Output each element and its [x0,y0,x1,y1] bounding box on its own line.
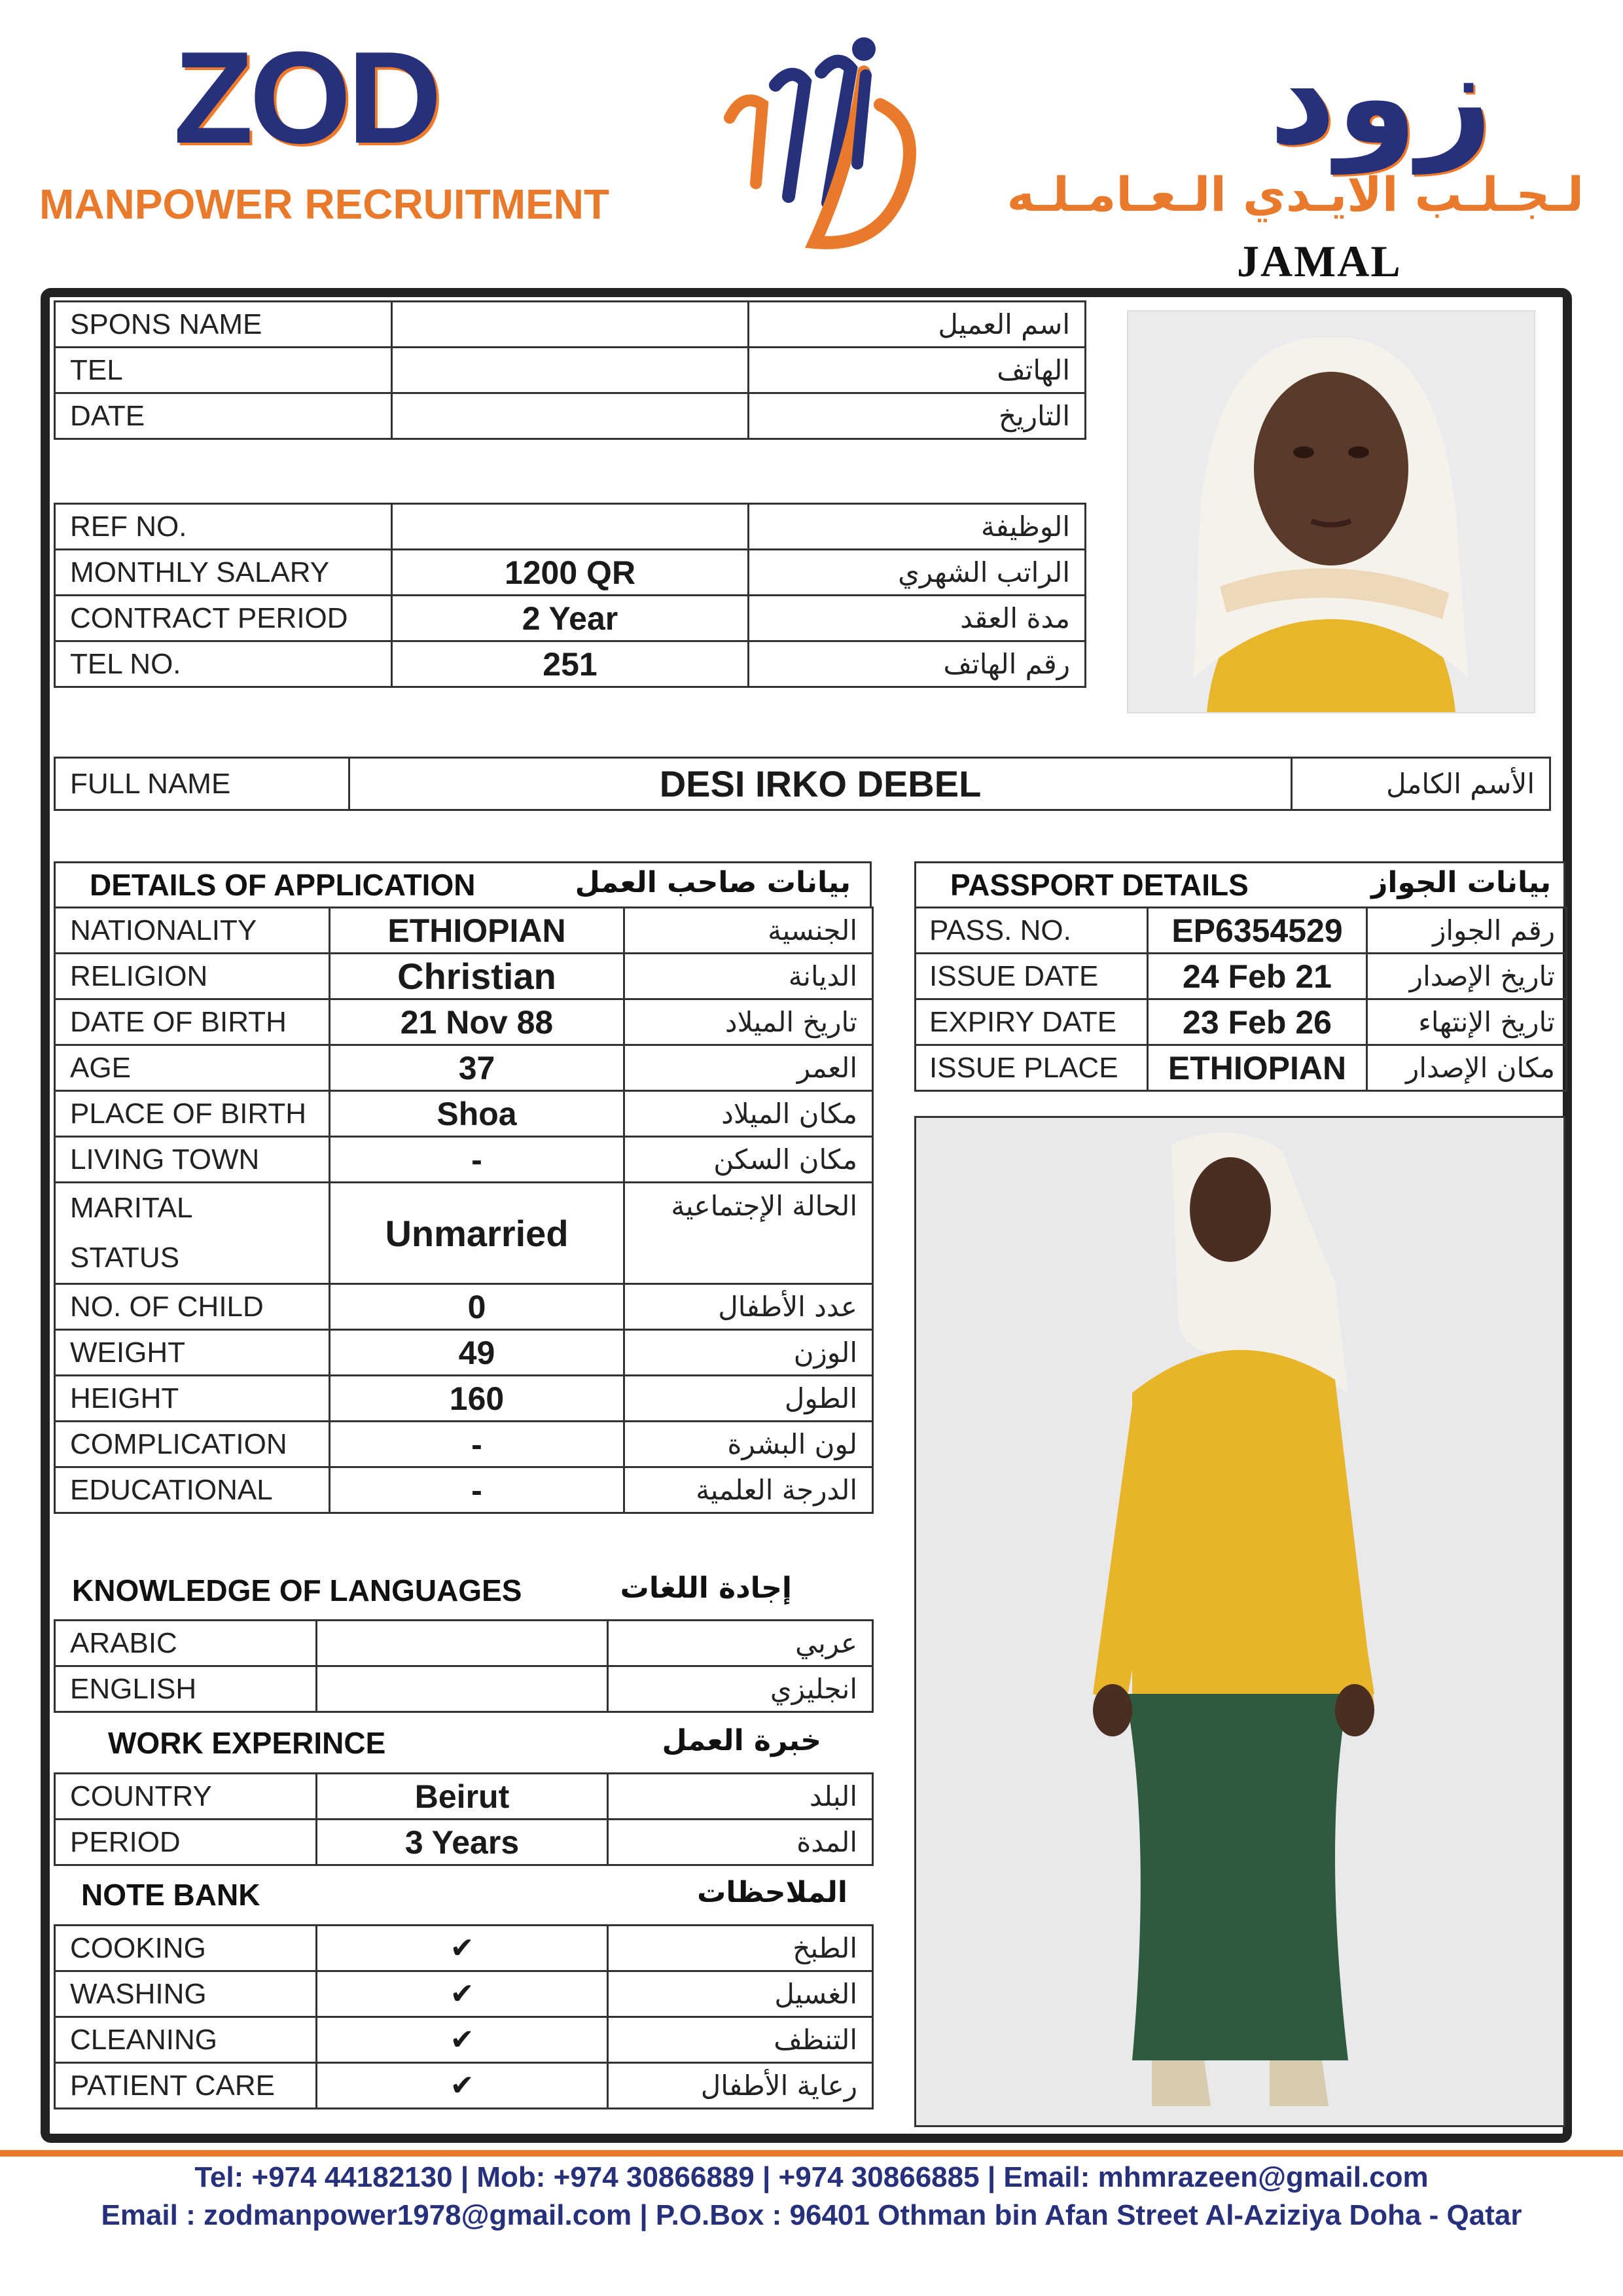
marital-status-value: Unmarried [330,1183,624,1284]
field-label: WASHING [55,1971,317,2017]
experience-title: WORK EXPERINCE [108,1726,386,1760]
table-row [916,1045,1567,1091]
brand-arabic-logo: زود [1268,22,1493,174]
table-row [55,1183,873,1284]
field-label-ar: رعاية الأطفال [608,2063,873,2109]
brand-subtitle: MANPOWER RECRUITMENT [39,181,610,228]
field-label: HEIGHT [55,1376,330,1422]
table-row [55,1376,873,1422]
passport-title: PASSPORT DETAILS [950,868,1249,902]
field-label-ar: المدة [608,1820,873,1865]
place-of-birth-value: Shoa [330,1091,624,1137]
field-label-ar: انجليزي [608,1666,873,1712]
passport-table [914,906,1567,1092]
notes-title: NOTE BANK [81,1878,260,1912]
field-label: CONTRACT PERIOD [55,596,392,641]
passport-title-ar: بيانات الجواز [1371,866,1551,899]
field-label-ar: الغسيل [608,1971,873,2017]
table-row [55,1467,873,1513]
complication-value: - [330,1422,624,1467]
field-value [392,348,749,393]
field-label: PASS. NO. [916,908,1148,954]
field-value: 251 [392,641,749,687]
table-row [55,596,1086,641]
footer-contact-line-2: Email : zodmanpower1978@gmail.com | P.O.Box : 96401 Othman bin Afan Street Al-Aziziya Doha - Qatar [101,2199,1522,2231]
field-label-ar: الراتب الشهري [749,550,1086,596]
field-label-ar: مكان الميلاد [624,1091,873,1137]
living-town-value: - [330,1137,624,1183]
table-row [55,1284,873,1330]
person-portrait-icon [1128,312,1534,712]
field-label-ar: رقم الجواز [1367,908,1567,954]
field-label: DATE [55,393,392,439]
table-row [916,908,1567,954]
full-name-value: DESI IRKO DEBEL [349,758,1292,810]
field-label: NATIONALITY [55,908,330,954]
field-label-ar: الحالة الإجتماعية [624,1183,873,1284]
education-value: - [330,1467,624,1513]
field-label: ISSUE DATE [916,954,1148,999]
issue-place-value: ETHIOPIAN [1148,1045,1367,1091]
table-row [55,1926,873,1971]
field-label: SPONS NAME [55,302,392,348]
table-row [55,348,1086,393]
table-row [55,758,1550,810]
application-title: DETAILS OF APPLICATION [90,868,476,902]
experience-title-ar: خبرة العمل [662,1724,821,1757]
passport-number-value: EP6354529 [1148,908,1367,954]
check-icon: ✔ [317,2063,608,2109]
table-row [916,954,1567,999]
field-label-ar: الوظيفة [749,504,1086,550]
job-table [54,503,1086,688]
experience-country-value: Beirut [317,1774,608,1820]
field-label-ar: رقم الهاتف [749,641,1086,687]
application-table [54,906,874,1514]
table-row [55,641,1086,687]
field-label: EDUCATIONAL [55,1467,330,1513]
field-label-ar: تاريخ الميلاد [624,999,873,1045]
check-icon: ✔ [317,1971,608,2017]
field-label: EXPIRY DATE [916,999,1148,1045]
headshot-photo [1127,310,1535,713]
table-row [55,2063,873,2109]
field-label: COOKING [55,1926,317,1971]
field-label: DATE OF BIRTH [55,999,330,1045]
field-label-ar: تاريخ الإنتهاء [1367,999,1567,1045]
field-label: TEL [55,348,392,393]
footer-divider [0,2150,1623,2157]
field-label-ar: الهاتف [749,348,1086,393]
field-label-ar: الأسم الكامل [1292,758,1550,810]
table-row [55,1422,873,1467]
field-label-ar: مدة العقد [749,596,1086,641]
brand-logo-text: ZOD [173,25,438,171]
arabic-level-value [317,1621,608,1666]
table-row [55,1330,873,1376]
field-label: CLEANING [55,2017,317,2063]
field-value: 1200 QR [392,550,749,596]
field-label: ARABIC [55,1621,317,1666]
table-row [55,1091,873,1137]
field-label-ar: التاريخ [749,393,1086,439]
field-label-ar: مكان السكن [624,1137,873,1183]
field-label: NO. OF CHILD [55,1284,330,1330]
languages-table [54,1619,874,1713]
field-label-ar: التنظف [608,2017,873,2063]
table-row [55,393,1086,439]
agent-name: JAMAL [1237,236,1402,286]
field-label: ENGLISH [55,1666,317,1712]
field-label-ar: البلد [608,1774,873,1820]
stylized-figures-logo-icon [717,33,972,262]
full-name-table [54,757,1551,811]
table-row [55,1666,873,1712]
field-label: FULL NAME [55,758,349,810]
religion-value: Christian [330,954,624,999]
field-value [392,302,749,348]
field-label-ar: الوزن [624,1330,873,1376]
table-row [55,1621,873,1666]
field-label-ar: الديانة [624,954,873,999]
check-icon: ✔ [317,2017,608,2063]
nationality-value: ETHIOPIAN [330,908,624,954]
english-level-value [317,1666,608,1712]
languages-title: KNOWLEDGE OF LANGUAGES [72,1573,522,1607]
footer-contact-line-1: Tel: +974 44182130 | Mob: +974 30866889 | +974 30866885 | Email: mhmrazeen@gmail.com [194,2161,1429,2193]
field-label-ar: الجنسية [624,908,873,954]
table-row [55,550,1086,596]
field-label-ar: عدد الأطفال [624,1284,873,1330]
table-row [55,504,1086,550]
age-value: 37 [330,1045,624,1091]
experience-table [54,1772,874,1866]
issue-date-value: 24 Feb 21 [1148,954,1367,999]
full-body-photo [914,1116,1565,2127]
field-label: PERIOD [55,1820,317,1865]
field-label: RELIGION [55,954,330,999]
table-row [55,1137,873,1183]
check-icon: ✔ [317,1926,608,1971]
field-label-ar: لون البشرة [624,1422,873,1467]
field-label-ar: عربي [608,1621,873,1666]
marital-label-line1: MARITAL [70,1192,193,1224]
table-row [55,954,873,999]
table-row [55,302,1086,348]
notes-table [54,1924,874,2109]
table-row [55,1820,873,1865]
field-label-ar: الدرجة العلمية [624,1467,873,1513]
field-label-ar: الطبخ [608,1926,873,1971]
languages-title-ar: إجادة اللغات [620,1571,792,1605]
field-label: MONTHLY SALARY [55,550,392,596]
table-row [55,999,873,1045]
field-label [55,1183,330,1284]
field-value: 2 Year [392,596,749,641]
field-label: COUNTRY [55,1774,317,1820]
field-label: REF NO. [55,504,392,550]
field-label: ISSUE PLACE [916,1045,1148,1091]
table-row [55,1045,873,1091]
experience-period-value: 3 Years [317,1820,608,1865]
table-row [55,2017,873,2063]
application-title-ar: بيانات صاحب العمل [575,866,851,899]
expiry-date-value: 23 Feb 26 [1148,999,1367,1045]
table-row [55,1774,873,1820]
field-value [392,504,749,550]
height-value: 160 [330,1376,624,1422]
children-value: 0 [330,1284,624,1330]
table-row [55,908,873,954]
field-label: COMPLICATION [55,1422,330,1467]
field-label-ar: مكان الإصدار [1367,1045,1567,1091]
field-label: PATIENT CARE [55,2063,317,2109]
weight-value: 49 [330,1330,624,1376]
standing-person-icon [916,1118,1563,2125]
table-row [55,1971,873,2017]
sponsor-table [54,300,1086,440]
field-label: WEIGHT [55,1330,330,1376]
field-value [392,393,749,439]
dob-value: 21 Nov 88 [330,999,624,1045]
marital-label-line2: STATUS [70,1242,180,1274]
field-label: PLACE OF BIRTH [55,1091,330,1137]
field-label: TEL NO. [55,641,392,687]
notes-title-ar: الملاحظات [697,1876,847,1909]
brand-arabic-subtitle: لـجـلـب الايـدي الـعـامـلـه [1007,167,1584,222]
field-label-ar: تاريخ الإصدار [1367,954,1567,999]
field-label: LIVING TOWN [55,1137,330,1183]
field-label: AGE [55,1045,330,1091]
field-label-ar: الطول [624,1376,873,1422]
field-label-ar: العمر [624,1045,873,1091]
table-row [916,999,1567,1045]
field-label-ar: اسم العميل [749,302,1086,348]
